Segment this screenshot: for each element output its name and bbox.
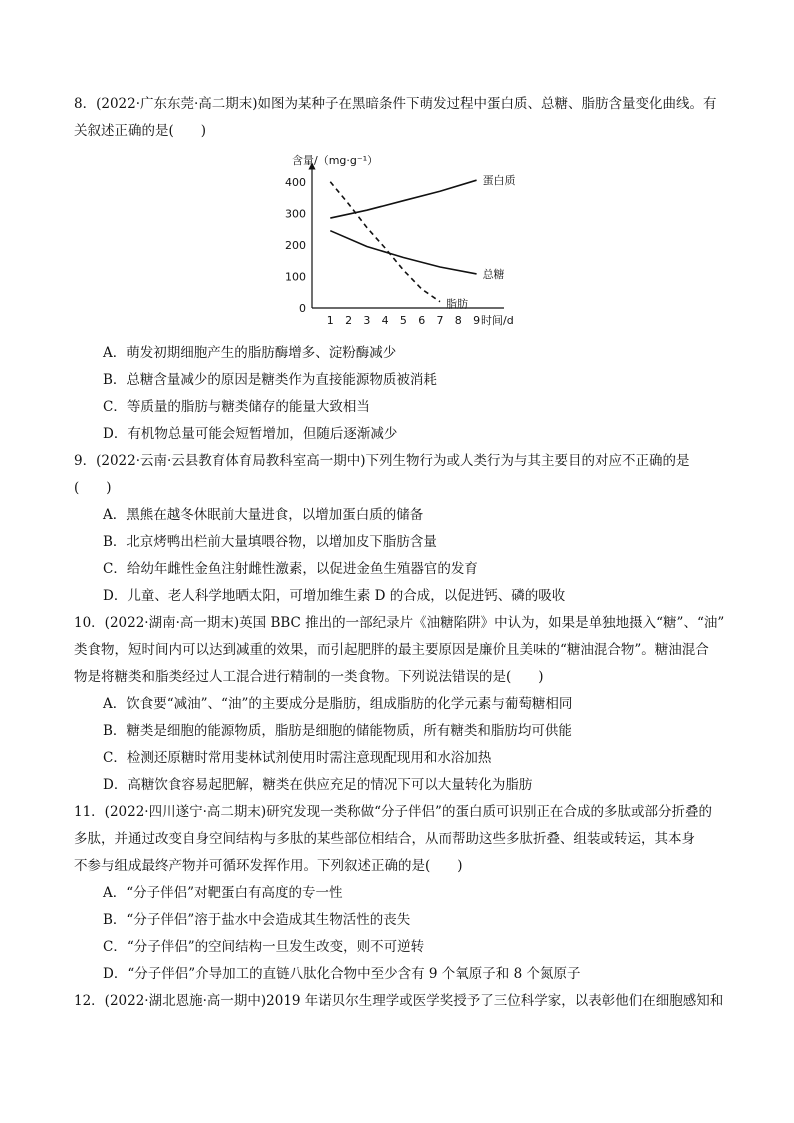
q9-option-a: A．黑熊在越冬休眠前大量进食，以增加蛋白质的储备	[103, 507, 424, 523]
chart-x-tick-label: 9	[473, 314, 481, 327]
q11-stem-line3: 不参与组成最终产物并可循环发挥作用。下列叙述正确的是( )	[74, 858, 463, 874]
q10-option-d: D．高糖饮食容易起肥解，糖类在供应充足的情况下可以大量转化为脂肪	[103, 777, 533, 793]
chart-y-tick-label: 300	[285, 207, 306, 221]
q8-stem-line2: 关叙述正确的是( )	[74, 123, 207, 139]
q8-option-b: B．总糖含量减少的原因是糖类作为直接能源物质被消耗	[103, 372, 437, 388]
q9-stem-line1: 9．(2022·云南·云县教育体育局教科室高一期中)下列生物行为或人类行为与其主要目的对应不正确的是	[74, 453, 690, 469]
chart-y-tick-label: 0	[299, 302, 306, 315]
q9-option-b: B．北京烤鸭出栏前大量填喂谷物，以增加皮下脂肪含量	[103, 534, 437, 550]
q9-stem-line2: ( )	[74, 480, 112, 496]
chart-series-line-0	[330, 180, 476, 218]
q9-option-d: D．儿童、老人科学地晒太阳，可增加维生素 D 的合成，以促进钙、磷的吸收	[103, 588, 566, 604]
q10-option-c: C．检测还原糖时常用斐林试剂使用时需注意现配现用和水浴加热	[103, 750, 492, 766]
chart-x-axis-label: 时间/d	[481, 314, 514, 327]
q8-option-c: C．等质量的脂肪与糖类储存的能量大致相当	[103, 399, 370, 415]
q8-content-chart	[282, 152, 522, 336]
chart-series-label: 总糖	[482, 267, 505, 281]
q8-stem-line1: 8．(2022·广东东莞·高二期末)如图为某种子在黑暗条件下萌发过程中蛋白质、总糖、脂肪含量变化曲线。有	[74, 96, 717, 112]
q11-stem-line2: 多肽，并通过改变自身空间结构与多肽的某些部位相结合，从而帮助这些多肽折叠、组装或转运，其本身	[74, 831, 695, 847]
q11-stem-line1: 11．(2022·四川遂宁·高二期末)研究发现一类称做“分子伴侣”的蛋白质可识别正在合成的多肽或部分折叠的	[74, 804, 712, 820]
chart-x-tick-label: 8	[454, 314, 462, 327]
chart-x-tick-label: 3	[363, 314, 371, 327]
chart-x-tick-label: 2	[345, 314, 353, 327]
q10-stem-line1: 10．(2022·湖南·高一期末)英国 BBC 推出的一部纪录片《油糖陷阱》中认为，如果是单独地摄入“糖”、“油”	[74, 615, 725, 631]
q10-stem-line2: 类食物，短时间内可以达到减重的效果，而引起肥胖的最主要原因是廉价且美味的“糖油混合物”。糖油混合	[74, 642, 709, 658]
q11-option-d: D．“分子伴侣”介导加工的直链八肽化合物中至少含有 9 个氧原子和 8 个氮原子	[103, 966, 581, 982]
chart-series-line-2	[330, 182, 440, 302]
chart-series-label: 脂肪	[446, 297, 468, 311]
chart-series-label: 蛋白质	[482, 174, 516, 188]
q10-option-a: A．饮食要“减油”、“油”的主要成分是脂肪，组成脂肪的化学元素与葡萄糖相同	[103, 696, 573, 712]
chart-y-tick-label: 100	[285, 270, 306, 284]
chart-x-tick-label: 1	[326, 314, 334, 327]
chart-y-tick-label: 400	[285, 175, 306, 189]
q10-stem-line3: 物是将糖类和脂类经过人工混合进行精制的一类食物。下列说法错误的是( )	[74, 669, 544, 685]
q12-stem-line1: 12．(2022·湖北恩施·高一期中)2019 年诺贝尔生理学或医学奖授予了三位科学家，以表彰他们在细胞感知和	[74, 993, 724, 1009]
q11-option-a: A．“分子伴侣”对靶蛋白有高度的专一性	[103, 885, 343, 901]
q11-option-c: C．“分子伴侣”的空间结构一旦发生改变，则不可逆转	[103, 939, 425, 955]
chart-y-tick-label: 200	[285, 238, 306, 252]
q9-option-c: C．给幼年雌性金鱼注射雌性激素，以促进金鱼生殖器官的发育	[103, 561, 478, 577]
chart-x-tick-label: 5	[399, 314, 407, 327]
chart-x-tick-label: 6	[418, 314, 426, 327]
q11-option-b: B．“分子伴侣”溶于盐水中会造成其生物活性的丧失	[103, 912, 411, 928]
chart-series-line-1	[330, 231, 476, 274]
q8-option-d: D．有机物总量可能会短暂增加，但随后逐渐减少	[103, 426, 398, 442]
chart-x-tick-label: 7	[436, 314, 444, 327]
q8-option-a: A．萌发初期细胞产生的脂肪酶增多、淀粉酶减少	[103, 345, 397, 361]
chart-y-axis-label: 含量/（mg·g⁻¹）	[292, 154, 379, 167]
chart-x-tick-label: 4	[381, 314, 389, 327]
q10-option-b: B．糖类是细胞的能源物质，脂肪是细胞的储能物质，所有糖类和脂肪均可供能	[103, 723, 572, 739]
